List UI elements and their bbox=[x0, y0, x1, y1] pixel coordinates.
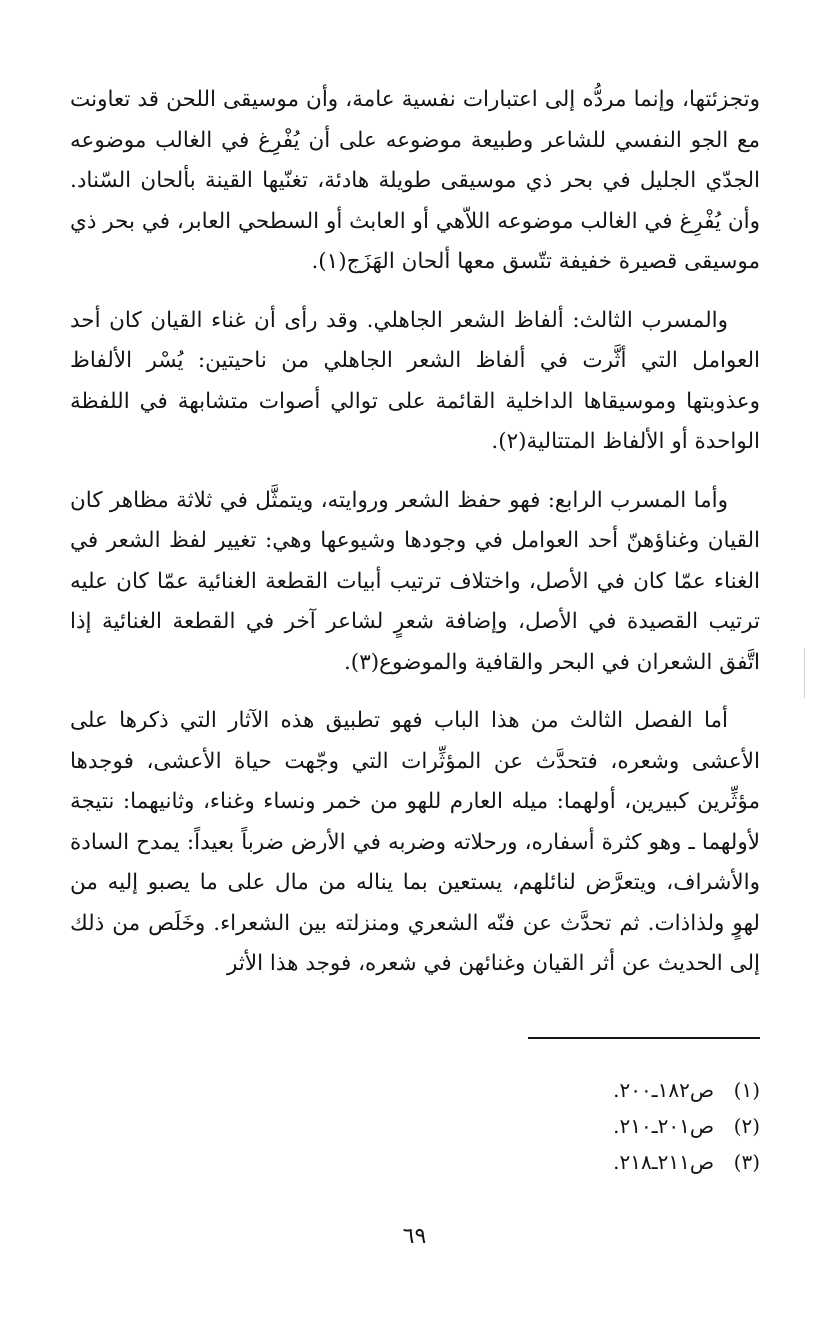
footnote-number: (١) bbox=[733, 1078, 760, 1102]
paragraph-3: وأما المسرب الرابع: فهو حفظ الشعر وروايته، ويتمثَّل في ثلاثة مظاهر كان القيان وغناؤهنّ أحد العوامل في وجودها وشيوعها وهي: تغيير لفظ الشعر في الغناء عمّا كان في الأصل، واختلاف ترتيب أبيات القطعة الغنائية عمّا كان عليه ترتيب القصيدة في الأصل، وإضافة شعرٍ لشاعر آخر في القطعة الغنائية إذا اتَّفق الشعران في البحر والقافية والموضوع(٣). bbox=[70, 487, 760, 675]
margin-mark bbox=[804, 648, 805, 698]
paragraph-2: والمسرب الثالث: ألفاظ الشعر الجاهلي. وقد رأى أن غناء القيان كان أحد العوامل التي أثَّرت في ألفاظ الشعر الجاهلي من ناحيتين: يُسْر الألفاظ وعذوبتها وموسيقاها الداخلية القائمة على توالي أصوات متشابهة في اللفظة الواحدة أو الألفاظ المتتالية(٢). bbox=[70, 307, 760, 454]
footnote-text: ص١٨٢ـ٢٠٠. bbox=[613, 1078, 714, 1102]
footnote-text: ص٢١١ـ٢١٨. bbox=[613, 1150, 714, 1174]
footnote-text: ص٢٠١ـ٢١٠. bbox=[613, 1114, 714, 1138]
footnote-3 bbox=[300, 1144, 760, 1180]
body-text bbox=[70, 80, 760, 985]
paragraph-1: وتجزئتها، وإنما مردُّه إلى اعتبارات نفسية عامة، وأن موسيقى اللحن قد تعاونت مع الجو النفسي للشاعر وطبيعة موضوعه على أن يُفْرِغ في الغالب موضوعه الجدّي الجليل في بحر ذي موسيقى طويلة هادئة، تغنّيها القينة بألحان السّناد. وأن يُفْرِغ في الغالب موضوعه اللاّهي أو العابث أو السطحي العابر، في بحر ذي موسيقى قصيرة خفيفة تتّسق معها ألحان الهَزَج(١). bbox=[70, 87, 761, 274]
footnote-separator bbox=[528, 1037, 760, 1039]
footnote-2 bbox=[300, 1108, 760, 1144]
footnote-1 bbox=[300, 1072, 760, 1108]
paragraph-4: أما الفصل الثالث من هذا الباب فهو تطبيق هذه الآثار التي ذكرها على الأعشى وشعره، فتحدَّث عن المؤثِّرات التي وجّهت حياة الأعشى، فوجدها مؤثِّرين كبيرين، أولهما: ميله العارم للهو من خمر ونساء وغناء، وثانيهما: نتيجة لأولهما ـ وهو كثرة أسفاره، ورحلاته وضربه في الأرض ضرباً بعيداً: يمدح السادة والأشراف، ويتعرَّض لنائلهم، يستعين بما يناله من مال على ما يصبو إليه من لهوٍ ولذاذات. ثم تحدَّث عن فنّه الشعري ومنزلته بين الشعراء. وخَلَص من ذلك إلى الحديث عن أثر القيان وغنائهن في شعره، فوجد هذا الأثر bbox=[70, 708, 760, 976]
footnotes bbox=[300, 1072, 760, 1180]
page-number: ٦٩ bbox=[402, 1224, 427, 1249]
footnote-number: (٣) bbox=[733, 1150, 760, 1174]
footnote-number: (٢) bbox=[733, 1114, 760, 1138]
